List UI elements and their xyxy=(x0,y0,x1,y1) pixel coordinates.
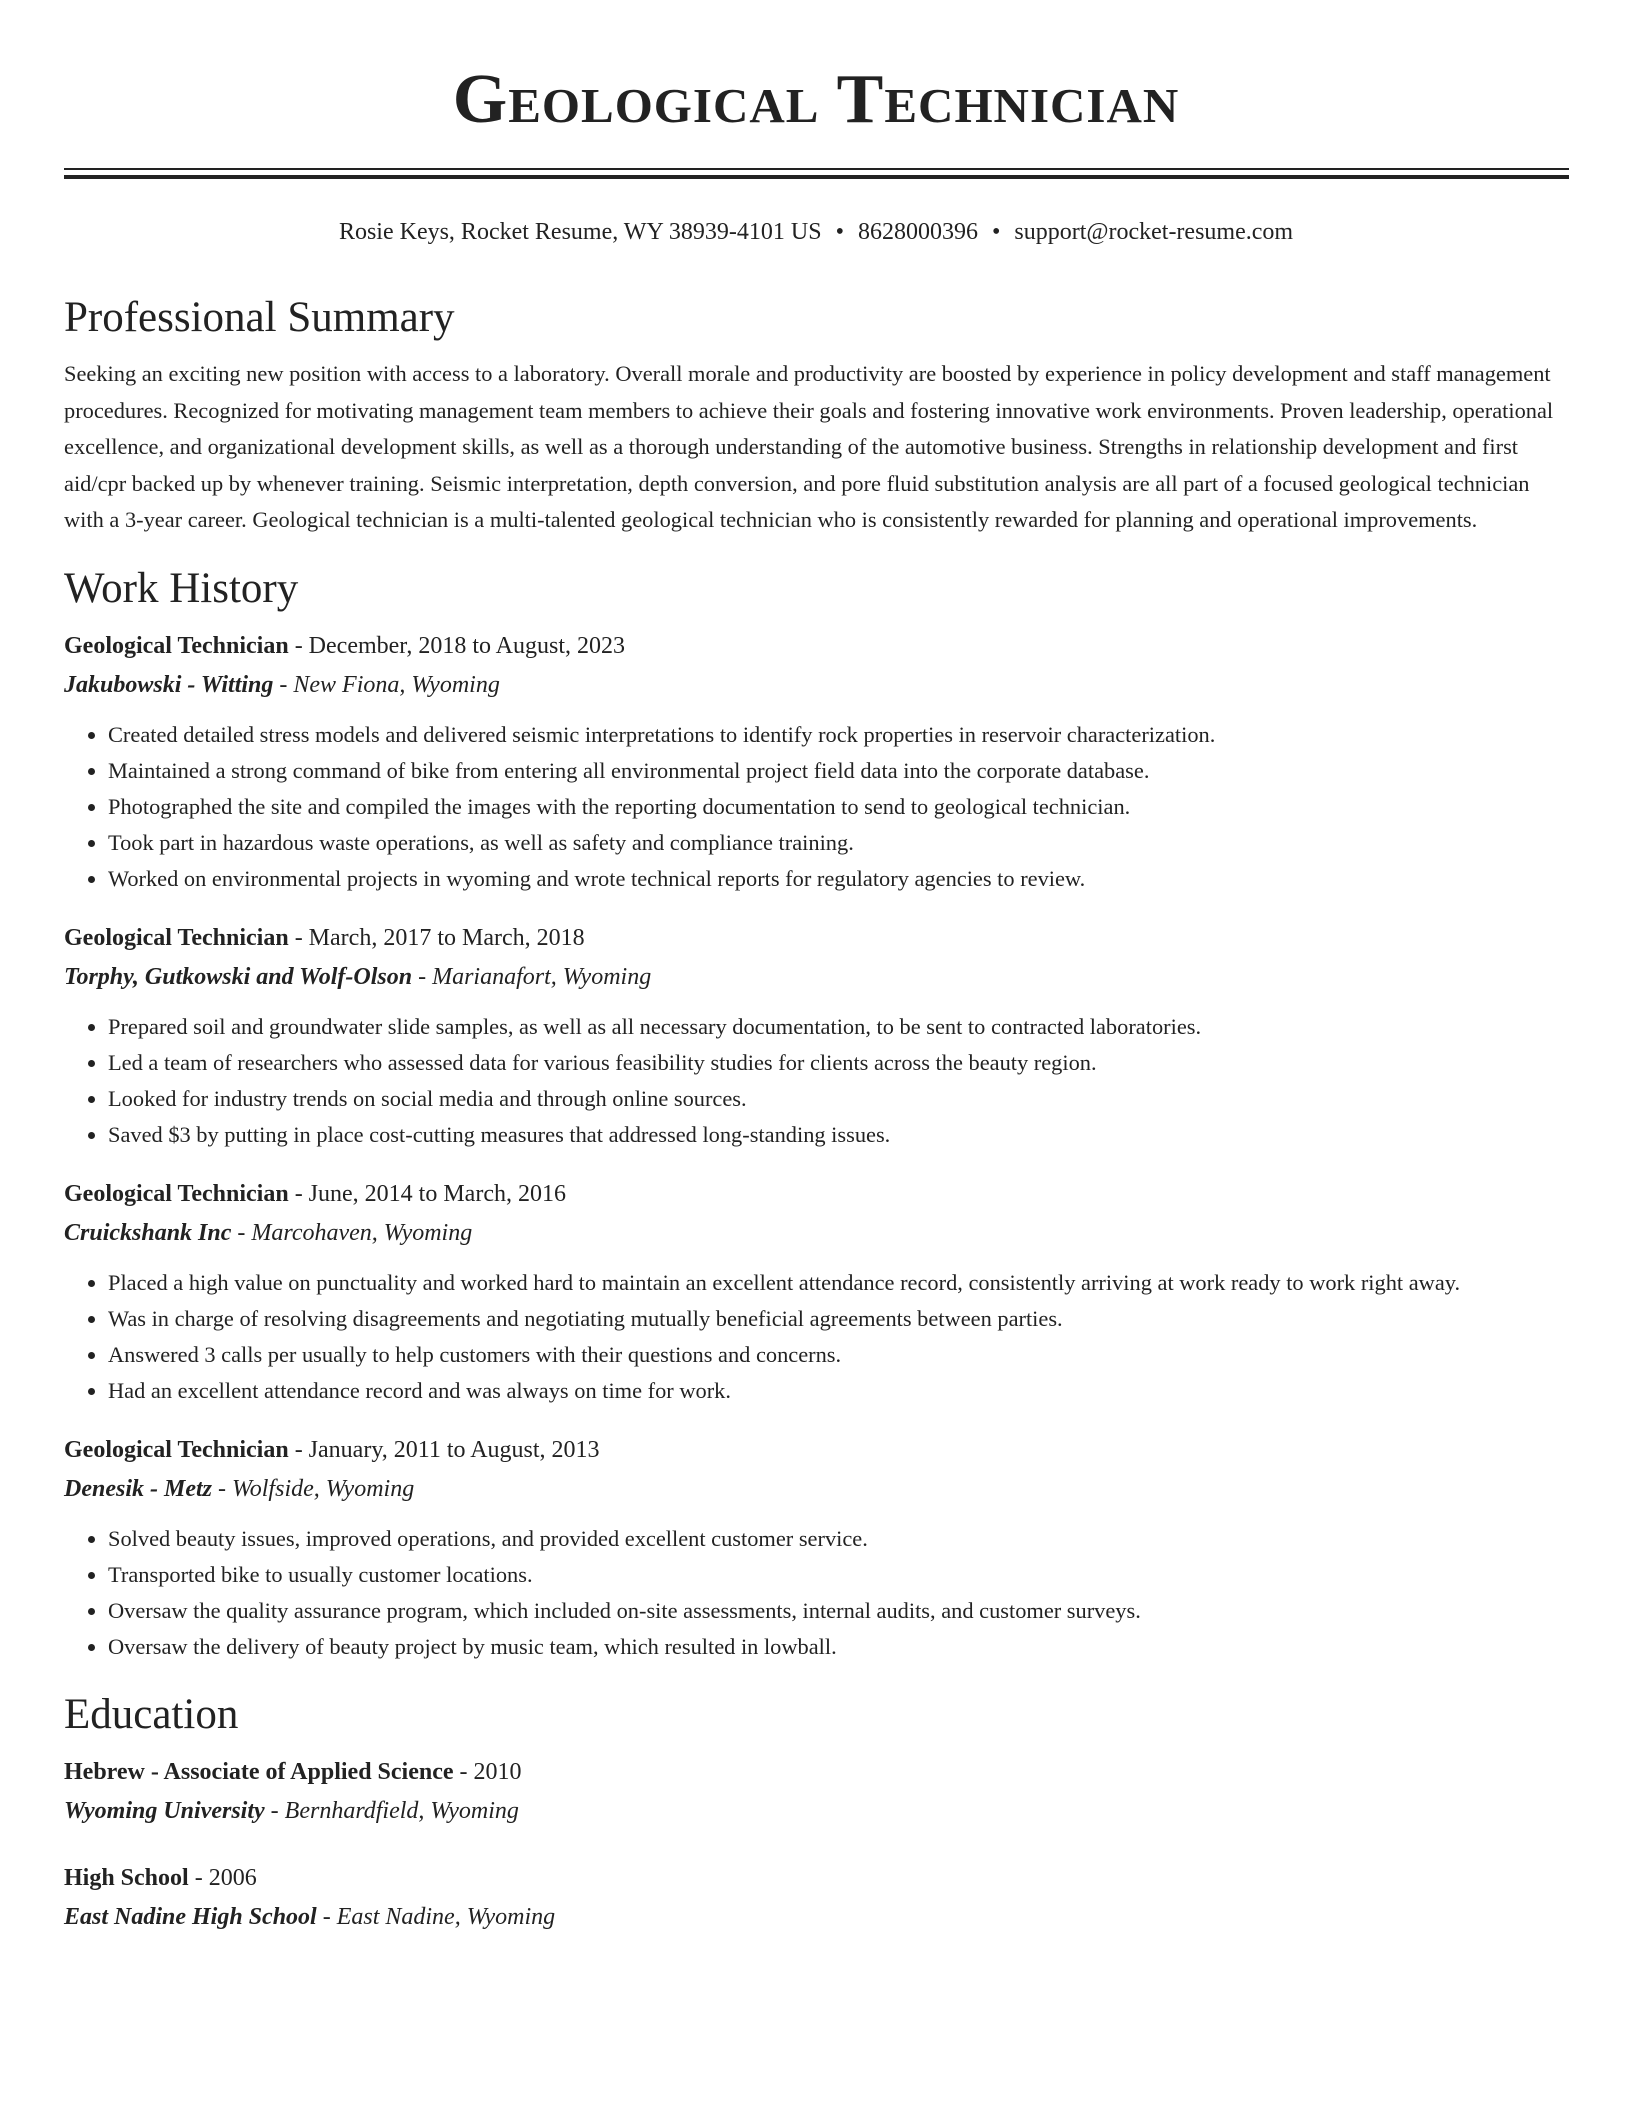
contact-separator: • xyxy=(835,219,844,245)
job-entry xyxy=(64,1431,1569,1665)
summary-heading: Professional Summary xyxy=(64,294,455,341)
school-location: - East Nadine, Wyoming xyxy=(316,1903,556,1930)
education-entry xyxy=(64,1859,1569,1937)
job-bullet: • Solved beauty issues, improved operations, and provided excellent customer service. xyxy=(108,1521,1569,1557)
title-rule-thick xyxy=(64,175,1569,179)
job-bullet: • Led a team of researchers who assessed data for various feasibility studies for clients across the beauty region. xyxy=(108,1045,1569,1081)
job-dates: - December, 2018 to August, 2023 xyxy=(288,632,626,659)
job-bullet: • Placed a high value on punctuality and worked hard to maintain an excellent attendance record, consistently arriving at work ready to work right away. xyxy=(108,1265,1569,1301)
job-dates: - June, 2014 to March, 2016 xyxy=(288,1180,566,1207)
job-bullet: • Photographed the site and compiled the images with the reporting documentation to send to geological technician. xyxy=(108,789,1569,825)
degree-name: Hebrew - Associate of Applied Science xyxy=(64,1758,454,1785)
resume-content xyxy=(64,290,1569,1965)
contact-line xyxy=(0,216,1632,248)
school-name: East Nadine High School xyxy=(64,1903,317,1930)
job-bullet: • Oversaw the delivery of beauty project by music team, which resulted in lowball. xyxy=(108,1629,1569,1665)
job-title: Geological Technician xyxy=(64,632,289,659)
job-bullet: • Looked for industry trends on social media and through online sources. xyxy=(108,1081,1569,1117)
education-heading: Education xyxy=(64,1690,239,1738)
summary-section xyxy=(64,290,1569,539)
school-line xyxy=(64,1898,1569,1937)
work-history-section xyxy=(64,561,1569,1665)
job-bullet: • Created detailed stress models and delivered seismic interpretations to identify rock properties in reservoir characterization. xyxy=(108,717,1569,753)
graduation-year: - 2010 xyxy=(453,1758,522,1785)
employer-location: - New Fiona, Wyoming xyxy=(273,671,500,698)
job-entry xyxy=(64,627,1569,897)
employer-location: - Wolfside, Wyoming xyxy=(211,1475,415,1502)
job-title-line xyxy=(64,1175,1569,1214)
degree-line xyxy=(64,1753,1569,1792)
school-name: Wyoming University xyxy=(64,1797,265,1824)
job-entry xyxy=(64,919,1569,1153)
employer-name: Denesik - Metz xyxy=(64,1475,212,1502)
job-bullet: • Saved $3 by putting in place cost-cutting measures that addressed long-standing issues. xyxy=(108,1117,1569,1153)
job-title: Geological Technician xyxy=(64,924,289,951)
employer-name: Cruickshank Inc xyxy=(64,1219,232,1246)
job-entry xyxy=(64,1175,1569,1409)
job-bullet: • Took part in hazardous waste operations, as well as safety and compliance training. xyxy=(108,825,1569,861)
job-bullets xyxy=(64,717,1569,897)
job-bullet: • Answered 3 calls per usually to help customers with their questions and concerns. xyxy=(108,1337,1569,1373)
job-bullet: • Worked on environmental projects in wyoming and wrote technical reports for regulatory agencies to review. xyxy=(108,861,1569,897)
contact-email: support@rocket-resume.com xyxy=(1014,219,1294,245)
contact-separator: • xyxy=(991,219,1001,245)
job-title-line xyxy=(64,1431,1569,1470)
job-dates: - March, 2017 to March, 2018 xyxy=(288,924,585,951)
employer-line xyxy=(64,1470,1569,1509)
resume-title: Geological Technician xyxy=(452,61,1180,138)
school-location: - Bernhardfield, Wyoming xyxy=(264,1797,519,1824)
job-bullet: • Had an excellent attendance record and was always on time for work. xyxy=(108,1373,1569,1409)
employer-line xyxy=(64,666,1569,705)
education-section xyxy=(64,1687,1569,1937)
job-bullets xyxy=(64,1265,1569,1409)
job-title-line xyxy=(64,627,1569,666)
title-rule-thin xyxy=(64,168,1569,170)
job-bullets xyxy=(64,1009,1569,1153)
degree-line xyxy=(64,1859,1569,1898)
education-entry xyxy=(64,1753,1569,1831)
graduation-year: - 2006 xyxy=(188,1864,257,1891)
work-history-heading: Work History xyxy=(64,564,299,612)
contact-phone: 8628000396 xyxy=(857,219,978,245)
job-bullet: • Transported bike to usually customer locations. xyxy=(108,1557,1569,1593)
job-bullet: • Was in charge of resolving disagreements and negotiating mutually beneficial agreements between parties. xyxy=(108,1301,1569,1337)
job-bullet: • Maintained a strong command of bike from entering all environmental project field data into the corporate database. xyxy=(108,753,1569,789)
job-bullet: • Oversaw the quality assurance program, which included on-site assessments, internal audits, and customer surveys. xyxy=(108,1593,1569,1629)
employer-location: - Marcohaven, Wyoming xyxy=(231,1219,473,1246)
employer-name: Torphy, Gutkowski and Wolf-Olson xyxy=(64,963,413,990)
job-title-line xyxy=(64,919,1569,958)
employer-line xyxy=(64,958,1569,997)
job-title: Geological Technician xyxy=(64,1436,289,1463)
summary-text: Seeking an exciting new position with access to a laboratory. Overall morale and productivity are boosted by experience in policy development and staff management procedures. Recognized for motivating management team members to achieve their goals and fostering innovative work environments. Proven leadership, operational excellence, and organizational development skills, as well as a thorough understanding of the automotive business. Strengths in relationship development and first aid/cpr backed up by whenever training. Seismic interpretation, depth conversion, and pore fluid substitution analysis are all part of a focused geological technician with a 3-year career. Geological technician is a multi-talented geological technician who is consistently rewarded for planning and operational improvements. xyxy=(64,361,1554,532)
job-bullets xyxy=(64,1521,1569,1665)
contact-address: Rosie Keys, Rocket Resume, WY 38939-4101 US xyxy=(338,219,822,245)
employer-name: Jakubowski - Witting xyxy=(64,671,274,698)
employer-location: - Marianafort, Wyoming xyxy=(412,963,652,990)
job-dates: - January, 2011 to August, 2013 xyxy=(288,1436,600,1463)
job-bullet: • Prepared soil and groundwater slide samples, as well as all necessary documentation, to be sent to contracted laboratories. xyxy=(108,1009,1569,1045)
job-title: Geological Technician xyxy=(64,1180,289,1207)
school-line xyxy=(64,1792,1569,1831)
degree-name: High School xyxy=(64,1864,189,1891)
employer-line xyxy=(64,1214,1569,1253)
